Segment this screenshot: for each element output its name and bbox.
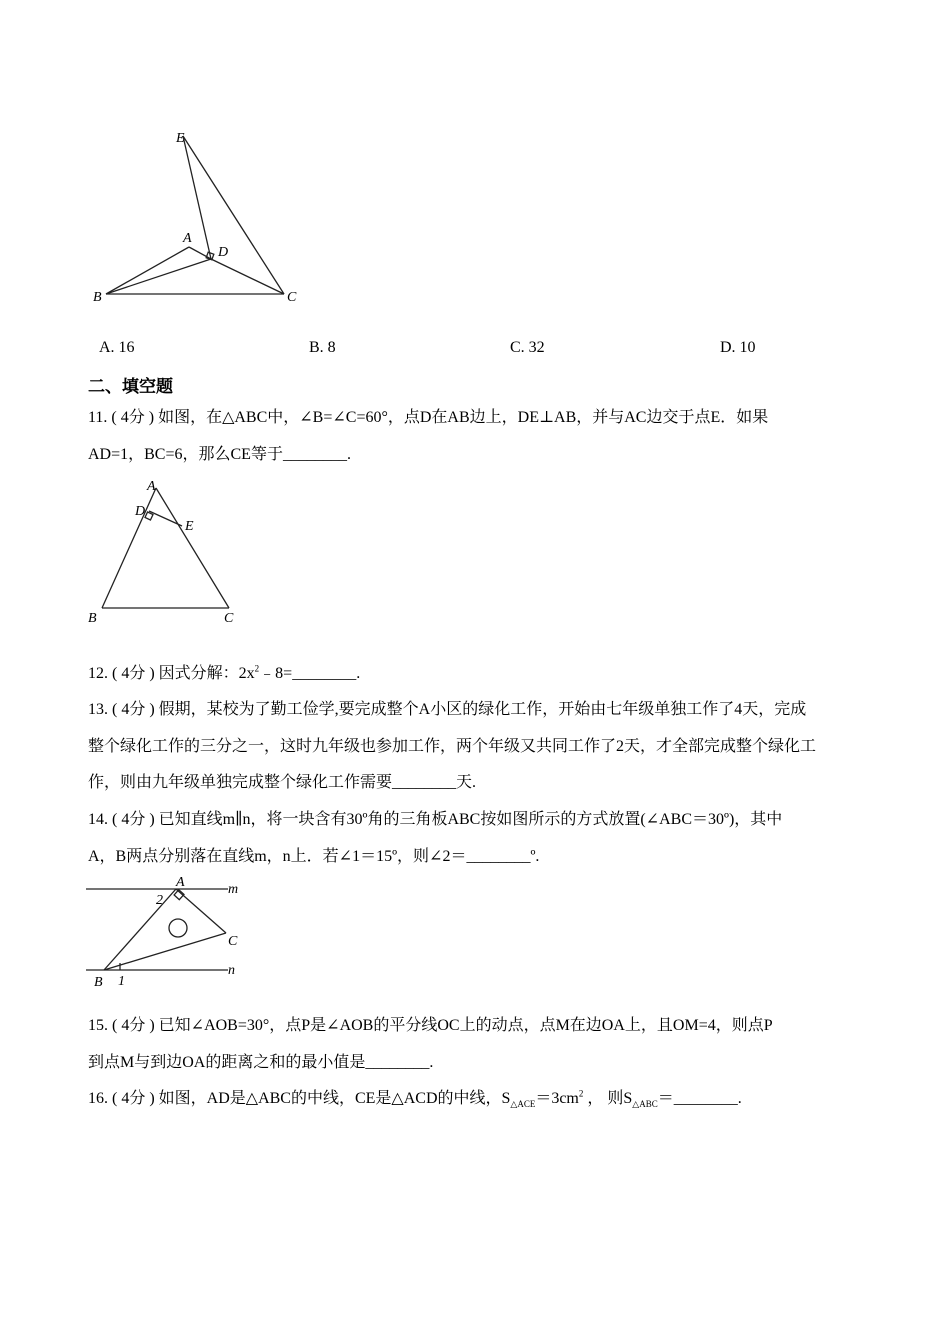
q16-sub-ace: △ACE	[510, 1099, 536, 1110]
q14-line2: A，B两点分别落在直线m，n上．若∠1＝15º，则∠2＝________º.	[88, 848, 540, 865]
segment-de	[149, 511, 182, 526]
q16-sub-abc: △ABC	[632, 1099, 658, 1110]
label-e: E	[176, 131, 185, 146]
triangle-hole	[169, 919, 187, 937]
label-1: 1	[118, 974, 125, 989]
figure-q14-parallel-lines	[80, 873, 250, 993]
label-a: A	[147, 479, 156, 494]
label-a: A	[183, 231, 192, 246]
label-c: C	[228, 934, 238, 949]
q14-line1: 14. ( 4分 ) 已知直线m∥n，将一块含有30º角的三角板ABC按如图所示的方式放置(∠ABC＝30º)，其中	[88, 811, 783, 828]
q13-line3: 作，则由九年级单独完成整个绿化工作需要________天.	[88, 774, 477, 791]
q16-exponent: 2	[578, 1088, 584, 1099]
q13-line1: 13. ( 4分 ) 假期，某校为了勤工俭学,要完成整个A小区的绿化工作，开始由七年级单独工作了4天，完成	[88, 701, 807, 718]
q12-suffix: ﹣8=________.	[259, 665, 361, 682]
label-n: n	[228, 963, 235, 978]
segment-ac	[156, 488, 229, 608]
label-d: D	[135, 504, 146, 519]
q15-line1: 15. ( 4分 ) 已知∠AOB=30°，点P是∠AOB的平分线OC上的动点，点M在边OA上，且OM=4，则点P	[88, 1017, 773, 1034]
segment-ab	[102, 488, 156, 608]
label-d: D	[218, 245, 229, 260]
q16-mid2: ， 则S	[583, 1090, 633, 1107]
right-angle-mark	[145, 512, 153, 520]
q12-exponent: 2	[254, 663, 260, 674]
label-c: C	[287, 290, 297, 305]
q16-suffix: ＝________.	[657, 1090, 742, 1107]
segment-bc	[104, 933, 226, 970]
section-title: 二、填空题	[88, 377, 173, 397]
label-m: m	[228, 882, 239, 897]
label-e: E	[185, 519, 194, 534]
figure-q11-triangle	[80, 475, 250, 630]
figure-top-triangle	[80, 120, 320, 310]
label-c: C	[224, 611, 234, 626]
q16-prefix: 16. ( 4分 ) 如图，AD是△ABC的中线，CE是△ACD的中线，S	[88, 1090, 511, 1107]
option-a[interactable]: A. 16	[99, 339, 135, 356]
option-d[interactable]: D. 10	[720, 339, 756, 356]
q11-line1: 11. ( 4分 ) 如图，在△ABC中，∠B=∠C=60°，点D在AB边上，DE⊥AB，并与AC边交于点E．如果	[88, 409, 769, 426]
label-b: B	[94, 975, 103, 990]
q11-line2: AD=1，BC=6，那么CE等于________.	[88, 446, 351, 463]
q12-line	[88, 664, 360, 684]
q13-line2: 整个绿化工作的三分之一，这时九年级也参加工作，两个年级又共同工作了2天，才全部完成整个绿化工	[88, 738, 817, 755]
q12-prefix: 12. ( 4分 ) 因式分解：2x	[88, 665, 255, 682]
label-b: B	[93, 290, 102, 305]
option-c[interactable]: C. 32	[510, 339, 545, 356]
q15-line2: 到点M与到边OA的距离之和的最小值是________.	[88, 1054, 434, 1071]
label-a: A	[176, 875, 185, 890]
label-b: B	[88, 611, 97, 626]
segment-ab	[104, 889, 176, 970]
option-b[interactable]: B. 8	[309, 339, 336, 356]
q16-line	[88, 1089, 742, 1109]
label-2: 2	[156, 893, 163, 908]
q16-mid: ＝3cm	[535, 1090, 579, 1107]
